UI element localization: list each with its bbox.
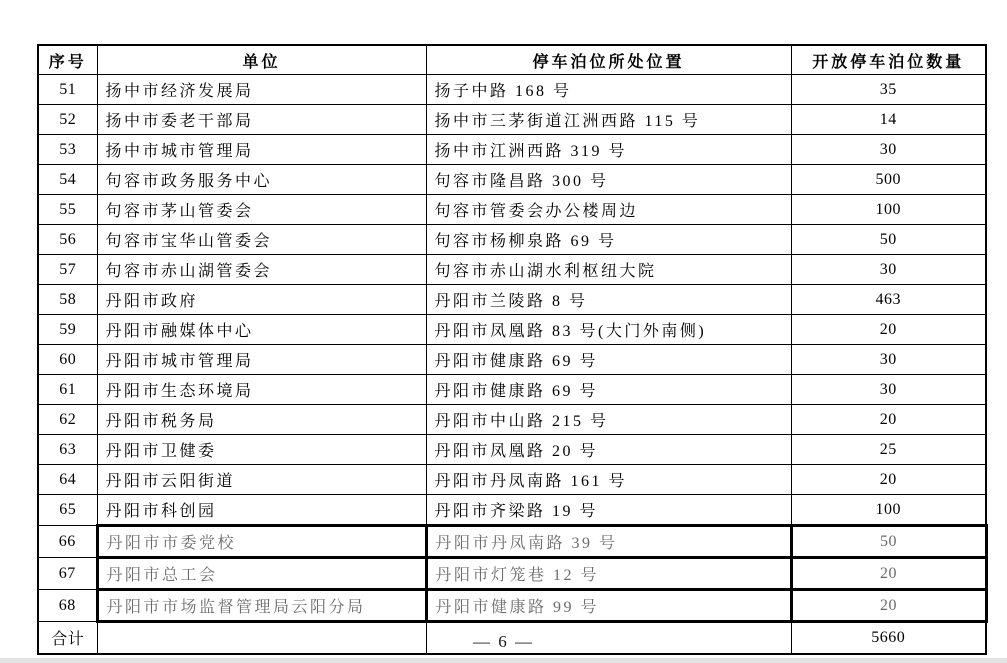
unit-cell: 丹阳市融媒体中心: [97, 315, 426, 345]
count-cell: 14: [791, 105, 986, 135]
page-number: — 6 —: [473, 632, 534, 651]
count-cell: 100: [791, 495, 986, 526]
serial-cell: 65: [38, 495, 97, 526]
location-cell: 丹阳市丹凤南路 39 号: [426, 526, 791, 558]
table-row: [38, 225, 986, 255]
column-header-location: 停车泊位所处位置: [426, 45, 791, 75]
count-cell: 30: [791, 375, 986, 405]
table-row: [38, 285, 986, 315]
table-row: [38, 165, 986, 195]
count-cell: 25: [791, 435, 986, 465]
serial-cell: 67: [38, 558, 97, 590]
location-cell: 丹阳市丹凤南路 161 号: [426, 465, 791, 495]
count-cell: 30: [791, 135, 986, 165]
unit-cell: 丹阳市城市管理局: [97, 345, 426, 375]
location-cell: 扬中市江洲西路 319 号: [426, 135, 791, 165]
count-cell: 463: [791, 285, 986, 315]
count-cell: 20: [791, 590, 986, 622]
count-cell: 35: [791, 75, 986, 105]
table-row: [38, 195, 986, 225]
unit-cell: 丹阳市云阳街道: [97, 465, 426, 495]
unit-cell: 句容市政务服务中心: [97, 165, 426, 195]
location-cell: 丹阳市兰陵路 8 号: [426, 285, 791, 315]
table-row: [38, 315, 986, 345]
table-body: [38, 75, 986, 655]
serial-cell: 59: [38, 315, 97, 345]
serial-cell: 57: [38, 255, 97, 285]
location-cell: 丹阳市健康路 69 号: [426, 375, 791, 405]
unit-cell: 丹阳市生态环境局: [97, 375, 426, 405]
location-cell: 丹阳市中山路 215 号: [426, 405, 791, 435]
table-row: [38, 435, 986, 465]
table-row: [38, 495, 986, 526]
location-cell: 句容市隆昌路 300 号: [426, 165, 791, 195]
serial-cell: 62: [38, 405, 97, 435]
table-row: [38, 105, 986, 135]
location-cell: 句容市杨柳泉路 69 号: [426, 225, 791, 255]
total-label-cell: 合计: [38, 622, 97, 655]
table-row: [38, 465, 986, 495]
unit-cell: 扬中市委老干部局: [97, 105, 426, 135]
serial-cell: 61: [38, 375, 97, 405]
location-cell: 丹阳市健康路 99 号: [426, 590, 791, 622]
total-count-cell: 5660: [791, 622, 986, 655]
serial-cell: 54: [38, 165, 97, 195]
unit-cell: 句容市宝华山管委会: [97, 225, 426, 255]
serial-cell: 68: [38, 590, 97, 622]
serial-cell: 64: [38, 465, 97, 495]
bottom-edge-strip: [0, 658, 1007, 663]
column-header-unit: 单位: [97, 45, 426, 75]
table-row: [38, 255, 986, 285]
table-row: [38, 405, 986, 435]
column-header-serial: 序号: [38, 45, 97, 75]
table-row: [38, 375, 986, 405]
table-row: [38, 526, 986, 558]
count-cell: 50: [791, 225, 986, 255]
location-cell: 丹阳市齐梁路 19 号: [426, 495, 791, 526]
unit-cell: 丹阳市总工会: [97, 558, 426, 590]
table-row: [38, 558, 986, 590]
location-cell: 句容市赤山湖水利枢纽大院: [426, 255, 791, 285]
unit-cell: 句容市茅山管委会: [97, 195, 426, 225]
parking-table: [37, 44, 988, 655]
count-cell: 20: [791, 405, 986, 435]
count-cell: 20: [791, 465, 986, 495]
unit-cell: 丹阳市市场监督管理局云阳分局: [97, 590, 426, 622]
count-cell: 30: [791, 345, 986, 375]
serial-cell: 56: [38, 225, 97, 255]
count-cell: 500: [791, 165, 986, 195]
serial-cell: 66: [38, 526, 97, 558]
location-cell: 扬子中路 168 号: [426, 75, 791, 105]
table-header-row: [38, 45, 986, 75]
serial-cell: 53: [38, 135, 97, 165]
unit-cell: 丹阳市政府: [97, 285, 426, 315]
serial-cell: 60: [38, 345, 97, 375]
count-cell: 100: [791, 195, 986, 225]
serial-cell: 55: [38, 195, 97, 225]
count-cell: 20: [791, 558, 986, 590]
unit-cell: 丹阳市税务局: [97, 405, 426, 435]
location-cell: 扬中市三茅街道江洲西路 115 号: [426, 105, 791, 135]
count-cell: 30: [791, 255, 986, 285]
location-cell: 丹阳市凤凰路 20 号: [426, 435, 791, 465]
column-header-count: 开放停车泊位数量: [791, 45, 986, 75]
count-cell: 20: [791, 315, 986, 345]
serial-cell: 51: [38, 75, 97, 105]
serial-cell: 58: [38, 285, 97, 315]
unit-cell: 丹阳市卫健委: [97, 435, 426, 465]
serial-cell: 63: [38, 435, 97, 465]
location-cell: 丹阳市凤凰路 83 号(大门外南侧): [426, 315, 791, 345]
table-row: [38, 345, 986, 375]
location-cell: 丹阳市灯笼巷 12 号: [426, 558, 791, 590]
count-cell: 50: [791, 526, 986, 558]
serial-cell: 52: [38, 105, 97, 135]
table-row: [38, 135, 986, 165]
table-row: [38, 75, 986, 105]
location-cell: 句容市管委会办公楼周边: [426, 195, 791, 225]
table-row: [38, 590, 986, 622]
unit-cell: 丹阳市市委党校: [97, 526, 426, 558]
unit-cell: 丹阳市科创园: [97, 495, 426, 526]
unit-cell: 扬中市经济发展局: [97, 75, 426, 105]
unit-cell: 句容市赤山湖管委会: [97, 255, 426, 285]
unit-cell: 扬中市城市管理局: [97, 135, 426, 165]
location-cell: 丹阳市健康路 69 号: [426, 345, 791, 375]
